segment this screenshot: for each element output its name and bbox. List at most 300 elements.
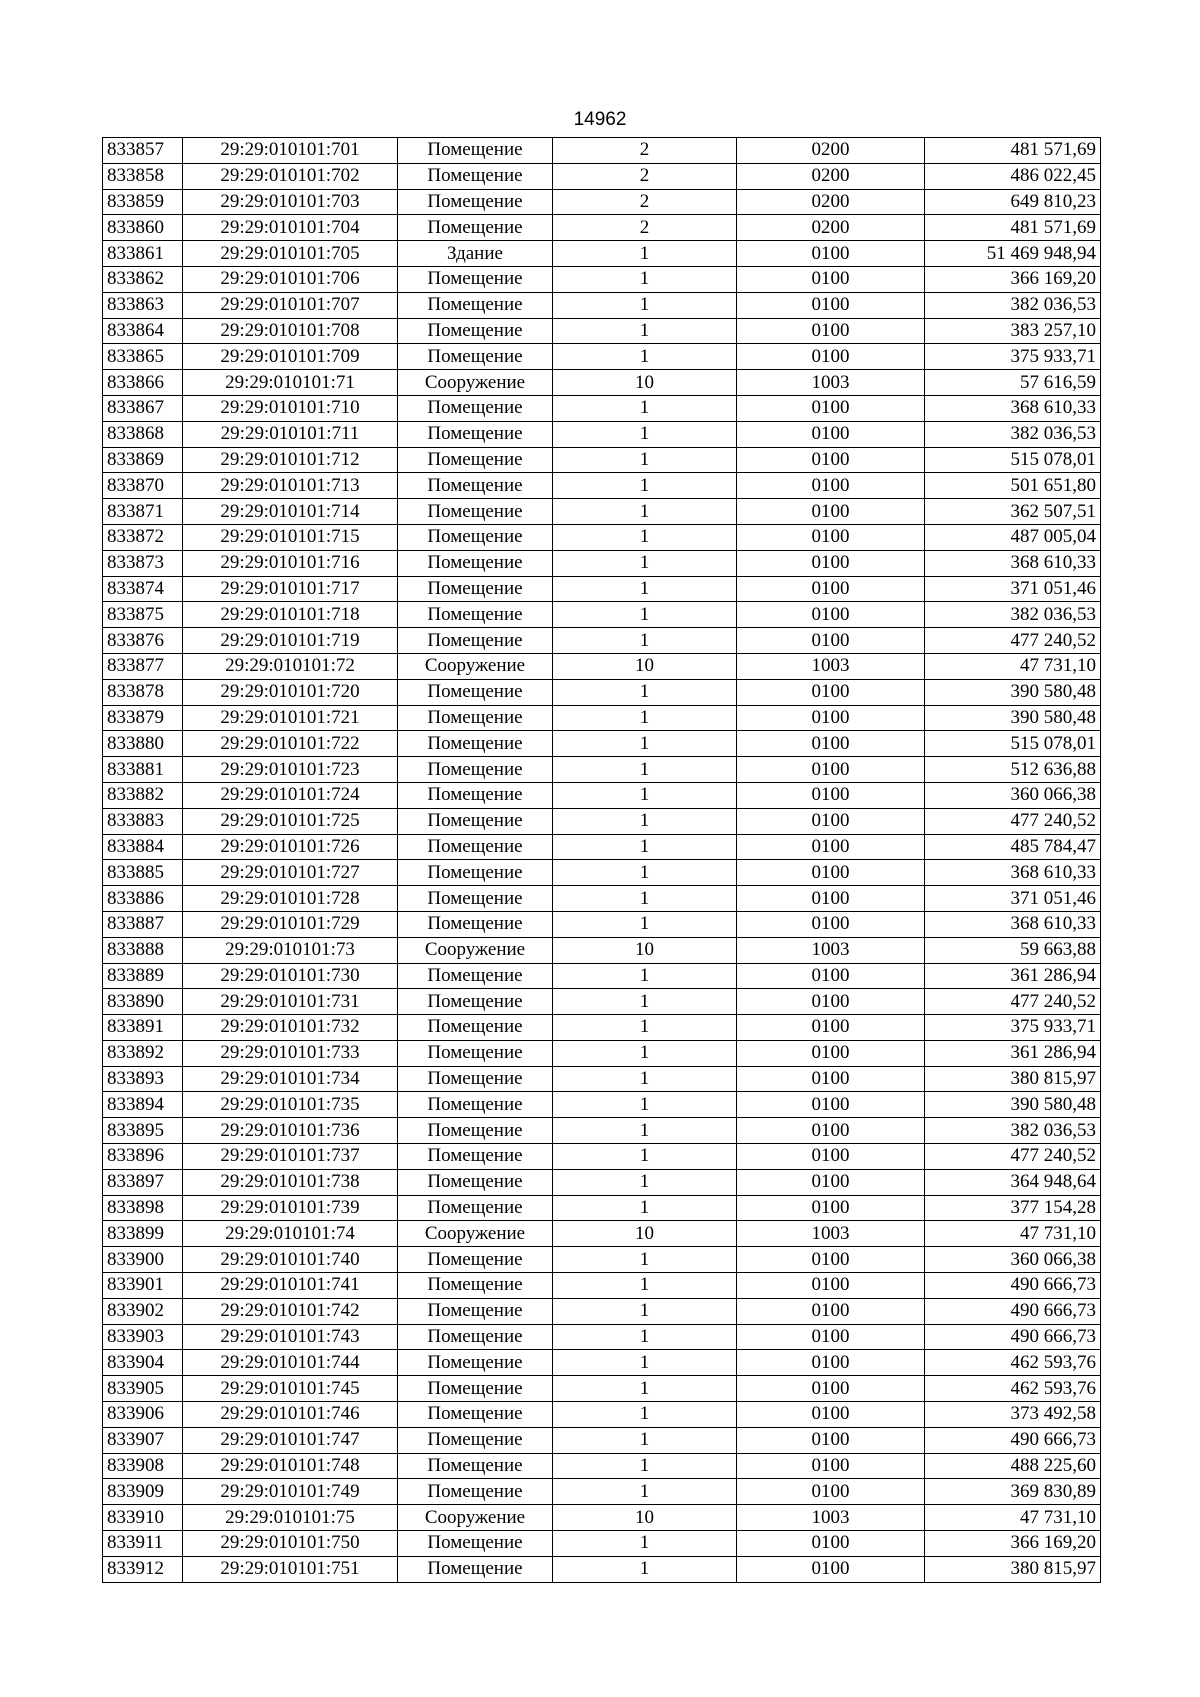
row-id-cell: 833877 xyxy=(103,653,183,679)
value-cell: 382 036,53 xyxy=(925,602,1101,628)
cadastral-number-cell: 29:29:010101:716 xyxy=(183,550,398,576)
table-row xyxy=(103,679,1101,705)
value-cell: 360 066,38 xyxy=(925,1247,1101,1273)
value-cell: 375 933,71 xyxy=(925,1015,1101,1041)
value-cell: 368 610,33 xyxy=(925,550,1101,576)
value-cell: 490 666,73 xyxy=(925,1427,1101,1453)
row-id-cell: 833883 xyxy=(103,808,183,834)
group-cell: 1 xyxy=(553,576,737,602)
code-cell: 0100 xyxy=(737,1169,925,1195)
value-cell: 490 666,73 xyxy=(925,1324,1101,1350)
code-cell: 0100 xyxy=(737,344,925,370)
code-cell: 0100 xyxy=(737,1350,925,1376)
object-type-cell: Помещение xyxy=(398,834,553,860)
cadastral-number-cell: 29:29:010101:722 xyxy=(183,731,398,757)
value-cell: 490 666,73 xyxy=(925,1273,1101,1299)
cadastral-number-cell: 29:29:010101:736 xyxy=(183,1118,398,1144)
cadastral-number-cell: 29:29:010101:741 xyxy=(183,1273,398,1299)
table-row xyxy=(103,834,1101,860)
object-type-cell: Помещение xyxy=(398,782,553,808)
group-cell: 1 xyxy=(553,1324,737,1350)
group-cell: 1 xyxy=(553,1556,737,1582)
object-type-cell: Помещение xyxy=(398,395,553,421)
cadastral-number-cell: 29:29:010101:710 xyxy=(183,395,398,421)
row-id-cell: 833896 xyxy=(103,1144,183,1170)
table-row xyxy=(103,963,1101,989)
table-row xyxy=(103,1195,1101,1221)
group-cell: 1 xyxy=(553,1376,737,1402)
code-cell: 0100 xyxy=(737,679,925,705)
table-row xyxy=(103,1066,1101,1092)
page-number: 14962 xyxy=(573,109,627,130)
value-cell: 368 610,33 xyxy=(925,860,1101,886)
table-row xyxy=(103,1169,1101,1195)
group-cell: 1 xyxy=(553,1066,737,1092)
row-id-cell: 833910 xyxy=(103,1505,183,1531)
cadastral-number-cell: 29:29:010101:702 xyxy=(183,163,398,189)
object-type-cell: Помещение xyxy=(398,1376,553,1402)
code-cell: 0100 xyxy=(737,1556,925,1582)
object-type-cell: Помещение xyxy=(398,989,553,1015)
row-id-cell: 833888 xyxy=(103,937,183,963)
group-cell: 1 xyxy=(553,241,737,267)
group-cell: 1 xyxy=(553,1298,737,1324)
cadastral-number-cell: 29:29:010101:737 xyxy=(183,1144,398,1170)
table-row xyxy=(103,163,1101,189)
cadastral-number-cell: 29:29:010101:71 xyxy=(183,370,398,396)
value-cell: 390 580,48 xyxy=(925,679,1101,705)
object-type-cell: Помещение xyxy=(398,163,553,189)
code-cell: 1003 xyxy=(737,653,925,679)
group-cell: 1 xyxy=(553,757,737,783)
cadastral-number-cell: 29:29:010101:707 xyxy=(183,292,398,318)
code-cell: 0100 xyxy=(737,808,925,834)
group-cell: 1 xyxy=(553,344,737,370)
row-id-cell: 833904 xyxy=(103,1350,183,1376)
value-cell: 47 731,10 xyxy=(925,1221,1101,1247)
code-cell: 0100 xyxy=(737,1531,925,1557)
object-type-cell: Помещение xyxy=(398,266,553,292)
value-cell: 366 169,20 xyxy=(925,266,1101,292)
group-cell: 2 xyxy=(553,163,737,189)
object-type-cell: Помещение xyxy=(398,576,553,602)
value-cell: 382 036,53 xyxy=(925,1118,1101,1144)
code-cell: 0100 xyxy=(737,1298,925,1324)
code-cell: 0100 xyxy=(737,524,925,550)
table-row xyxy=(103,937,1101,963)
cadastral-number-cell: 29:29:010101:709 xyxy=(183,344,398,370)
table-row xyxy=(103,1118,1101,1144)
row-id-cell: 833875 xyxy=(103,602,183,628)
value-cell: 486 022,45 xyxy=(925,163,1101,189)
code-cell: 0100 xyxy=(737,886,925,912)
code-cell: 0100 xyxy=(737,576,925,602)
code-cell: 0100 xyxy=(737,1273,925,1299)
object-type-cell: Помещение xyxy=(398,421,553,447)
group-cell: 1 xyxy=(553,860,737,886)
group-cell: 1 xyxy=(553,524,737,550)
table-row xyxy=(103,1015,1101,1041)
value-cell: 649 810,23 xyxy=(925,189,1101,215)
value-cell: 360 066,38 xyxy=(925,782,1101,808)
cadastral-number-cell: 29:29:010101:731 xyxy=(183,989,398,1015)
code-cell: 0100 xyxy=(737,1453,925,1479)
table-row xyxy=(103,989,1101,1015)
cadastral-number-cell: 29:29:010101:725 xyxy=(183,808,398,834)
code-cell: 0100 xyxy=(737,834,925,860)
code-cell: 0100 xyxy=(737,1402,925,1428)
table-row xyxy=(103,731,1101,757)
code-cell: 0100 xyxy=(737,395,925,421)
code-cell: 0100 xyxy=(737,1144,925,1170)
object-type-cell: Помещение xyxy=(398,215,553,241)
value-cell: 361 286,94 xyxy=(925,963,1101,989)
cadastral-number-cell: 29:29:010101:711 xyxy=(183,421,398,447)
value-cell: 47 731,10 xyxy=(925,653,1101,679)
row-id-cell: 833908 xyxy=(103,1453,183,1479)
table-row xyxy=(103,1427,1101,1453)
code-cell: 0100 xyxy=(737,1015,925,1041)
cadastral-number-cell: 29:29:010101:713 xyxy=(183,473,398,499)
cadastral-number-cell: 29:29:010101:747 xyxy=(183,1427,398,1453)
object-type-cell: Помещение xyxy=(398,499,553,525)
value-cell: 462 593,76 xyxy=(925,1350,1101,1376)
object-type-cell: Помещение xyxy=(398,524,553,550)
group-cell: 1 xyxy=(553,1092,737,1118)
row-id-cell: 833865 xyxy=(103,344,183,370)
object-type-cell: Помещение xyxy=(398,1144,553,1170)
object-type-cell: Здание xyxy=(398,241,553,267)
value-cell: 487 005,04 xyxy=(925,524,1101,550)
object-type-cell: Помещение xyxy=(398,1531,553,1557)
object-type-cell: Сооружение xyxy=(398,1505,553,1531)
object-type-cell: Помещение xyxy=(398,550,553,576)
table-row xyxy=(103,1092,1101,1118)
cadastral-number-cell: 29:29:010101:719 xyxy=(183,628,398,654)
cadastral-number-cell: 29:29:010101:749 xyxy=(183,1479,398,1505)
row-id-cell: 833868 xyxy=(103,421,183,447)
group-cell: 2 xyxy=(553,138,737,164)
row-id-cell: 833867 xyxy=(103,395,183,421)
table-row xyxy=(103,1144,1101,1170)
object-type-cell: Помещение xyxy=(398,1195,553,1221)
value-cell: 380 815,97 xyxy=(925,1066,1101,1092)
table-row xyxy=(103,1531,1101,1557)
group-cell: 1 xyxy=(553,550,737,576)
table-row xyxy=(103,473,1101,499)
code-cell: 0100 xyxy=(737,266,925,292)
group-cell: 10 xyxy=(553,1505,737,1531)
row-id-cell: 833861 xyxy=(103,241,183,267)
cadastral-number-cell: 29:29:010101:740 xyxy=(183,1247,398,1273)
object-type-cell: Сооружение xyxy=(398,370,553,396)
cadastral-number-cell: 29:29:010101:742 xyxy=(183,1298,398,1324)
group-cell: 1 xyxy=(553,1195,737,1221)
group-cell: 1 xyxy=(553,1247,737,1273)
row-id-cell: 833894 xyxy=(103,1092,183,1118)
cadastral-number-cell: 29:29:010101:704 xyxy=(183,215,398,241)
object-type-cell: Помещение xyxy=(398,1273,553,1299)
code-cell: 0100 xyxy=(737,989,925,1015)
code-cell: 0200 xyxy=(737,189,925,215)
table-row xyxy=(103,421,1101,447)
table-row xyxy=(103,808,1101,834)
value-cell: 485 784,47 xyxy=(925,834,1101,860)
group-cell: 1 xyxy=(553,266,737,292)
table-row xyxy=(103,189,1101,215)
value-cell: 477 240,52 xyxy=(925,808,1101,834)
cadastral-number-cell: 29:29:010101:708 xyxy=(183,318,398,344)
code-cell: 0200 xyxy=(737,215,925,241)
row-id-cell: 833895 xyxy=(103,1118,183,1144)
code-cell: 0100 xyxy=(737,1479,925,1505)
group-cell: 1 xyxy=(553,1015,737,1041)
group-cell: 1 xyxy=(553,1169,737,1195)
cadastral-number-cell: 29:29:010101:729 xyxy=(183,911,398,937)
row-id-cell: 833906 xyxy=(103,1402,183,1428)
group-cell: 1 xyxy=(553,1402,737,1428)
object-type-cell: Помещение xyxy=(398,628,553,654)
object-type-cell: Сооружение xyxy=(398,1221,553,1247)
cadastral-number-cell: 29:29:010101:744 xyxy=(183,1350,398,1376)
cadastral-number-cell: 29:29:010101:746 xyxy=(183,1402,398,1428)
value-cell: 515 078,01 xyxy=(925,731,1101,757)
row-id-cell: 833886 xyxy=(103,886,183,912)
code-cell: 0100 xyxy=(737,1066,925,1092)
group-cell: 1 xyxy=(553,1144,737,1170)
row-id-cell: 833903 xyxy=(103,1324,183,1350)
value-cell: 390 580,48 xyxy=(925,1092,1101,1118)
row-id-cell: 833857 xyxy=(103,138,183,164)
object-type-cell: Помещение xyxy=(398,886,553,912)
code-cell: 1003 xyxy=(737,1505,925,1531)
cadastral-number-cell: 29:29:010101:750 xyxy=(183,1531,398,1557)
group-cell: 1 xyxy=(553,499,737,525)
code-cell: 1003 xyxy=(737,937,925,963)
row-id-cell: 833905 xyxy=(103,1376,183,1402)
row-id-cell: 833911 xyxy=(103,1531,183,1557)
table-row xyxy=(103,653,1101,679)
row-id-cell: 833863 xyxy=(103,292,183,318)
object-type-cell: Сооружение xyxy=(398,937,553,963)
object-type-cell: Помещение xyxy=(398,808,553,834)
table-row xyxy=(103,1453,1101,1479)
cadastral-number-cell: 29:29:010101:748 xyxy=(183,1453,398,1479)
object-type-cell: Сооружение xyxy=(398,653,553,679)
value-cell: 462 593,76 xyxy=(925,1376,1101,1402)
cadastral-number-cell: 29:29:010101:732 xyxy=(183,1015,398,1041)
table-row xyxy=(103,911,1101,937)
group-cell: 1 xyxy=(553,808,737,834)
row-id-cell: 833898 xyxy=(103,1195,183,1221)
value-cell: 57 616,59 xyxy=(925,370,1101,396)
code-cell: 0100 xyxy=(737,421,925,447)
table-row xyxy=(103,1479,1101,1505)
value-cell: 364 948,64 xyxy=(925,1169,1101,1195)
value-cell: 371 051,46 xyxy=(925,886,1101,912)
cadastral-number-cell: 29:29:010101:718 xyxy=(183,602,398,628)
group-cell: 1 xyxy=(553,628,737,654)
table-row xyxy=(103,1221,1101,1247)
value-cell: 382 036,53 xyxy=(925,421,1101,447)
table-row xyxy=(103,1556,1101,1582)
code-cell: 0100 xyxy=(737,1324,925,1350)
table-body xyxy=(103,138,1101,1583)
cadastral-number-cell: 29:29:010101:724 xyxy=(183,782,398,808)
value-cell: 380 815,97 xyxy=(925,1556,1101,1582)
row-id-cell: 833889 xyxy=(103,963,183,989)
code-cell: 0100 xyxy=(737,1247,925,1273)
cadastral-number-cell: 29:29:010101:727 xyxy=(183,860,398,886)
records-table xyxy=(102,137,1101,1583)
table-row xyxy=(103,1324,1101,1350)
group-cell: 1 xyxy=(553,395,737,421)
table-row xyxy=(103,524,1101,550)
code-cell: 0100 xyxy=(737,731,925,757)
code-cell: 0100 xyxy=(737,1118,925,1144)
object-type-cell: Помещение xyxy=(398,292,553,318)
code-cell: 0100 xyxy=(737,1092,925,1118)
row-id-cell: 833869 xyxy=(103,447,183,473)
value-cell: 477 240,52 xyxy=(925,628,1101,654)
group-cell: 1 xyxy=(553,1453,737,1479)
value-cell: 481 571,69 xyxy=(925,138,1101,164)
table-row xyxy=(103,292,1101,318)
table-row xyxy=(103,499,1101,525)
cadastral-number-cell: 29:29:010101:74 xyxy=(183,1221,398,1247)
cadastral-number-cell: 29:29:010101:745 xyxy=(183,1376,398,1402)
value-cell: 390 580,48 xyxy=(925,705,1101,731)
table-row xyxy=(103,757,1101,783)
code-cell: 1003 xyxy=(737,1221,925,1247)
object-type-cell: Помещение xyxy=(398,1556,553,1582)
table-row xyxy=(103,602,1101,628)
object-type-cell: Помещение xyxy=(398,1247,553,1273)
group-cell: 1 xyxy=(553,1479,737,1505)
table-row xyxy=(103,1402,1101,1428)
table-row xyxy=(103,576,1101,602)
cadastral-number-cell: 29:29:010101:726 xyxy=(183,834,398,860)
group-cell: 10 xyxy=(553,370,737,396)
code-cell: 0100 xyxy=(737,602,925,628)
row-id-cell: 833899 xyxy=(103,1221,183,1247)
value-cell: 51 469 948,94 xyxy=(925,241,1101,267)
group-cell: 10 xyxy=(553,1221,737,1247)
row-id-cell: 833879 xyxy=(103,705,183,731)
cadastral-number-cell: 29:29:010101:721 xyxy=(183,705,398,731)
cadastral-number-cell: 29:29:010101:714 xyxy=(183,499,398,525)
row-id-cell: 833878 xyxy=(103,679,183,705)
group-cell: 10 xyxy=(553,653,737,679)
row-id-cell: 833885 xyxy=(103,860,183,886)
group-cell: 1 xyxy=(553,1531,737,1557)
row-id-cell: 833901 xyxy=(103,1273,183,1299)
object-type-cell: Помещение xyxy=(398,757,553,783)
cadastral-number-cell: 29:29:010101:739 xyxy=(183,1195,398,1221)
object-type-cell: Помещение xyxy=(398,344,553,370)
cadastral-number-cell: 29:29:010101:743 xyxy=(183,1324,398,1350)
object-type-cell: Помещение xyxy=(398,963,553,989)
row-id-cell: 833907 xyxy=(103,1427,183,1453)
code-cell: 0100 xyxy=(737,1040,925,1066)
cadastral-number-cell: 29:29:010101:73 xyxy=(183,937,398,963)
value-cell: 362 507,51 xyxy=(925,499,1101,525)
cadastral-number-cell: 29:29:010101:734 xyxy=(183,1066,398,1092)
value-cell: 477 240,52 xyxy=(925,989,1101,1015)
row-id-cell: 833873 xyxy=(103,550,183,576)
group-cell: 1 xyxy=(553,292,737,318)
object-type-cell: Помещение xyxy=(398,731,553,757)
group-cell: 1 xyxy=(553,963,737,989)
row-id-cell: 833884 xyxy=(103,834,183,860)
group-cell: 1 xyxy=(553,473,737,499)
table-row xyxy=(103,1376,1101,1402)
group-cell: 1 xyxy=(553,782,737,808)
object-type-cell: Помещение xyxy=(398,1324,553,1350)
table-row xyxy=(103,447,1101,473)
object-type-cell: Помещение xyxy=(398,1066,553,1092)
row-id-cell: 833859 xyxy=(103,189,183,215)
code-cell: 0100 xyxy=(737,292,925,318)
row-id-cell: 833866 xyxy=(103,370,183,396)
group-cell: 1 xyxy=(553,1118,737,1144)
object-type-cell: Помещение xyxy=(398,860,553,886)
cadastral-number-cell: 29:29:010101:703 xyxy=(183,189,398,215)
row-id-cell: 833900 xyxy=(103,1247,183,1273)
code-cell: 0100 xyxy=(737,1195,925,1221)
code-cell: 0100 xyxy=(737,447,925,473)
row-id-cell: 833862 xyxy=(103,266,183,292)
group-cell: 1 xyxy=(553,421,737,447)
group-cell: 1 xyxy=(553,602,737,628)
table-row xyxy=(103,370,1101,396)
object-type-cell: Помещение xyxy=(398,705,553,731)
group-cell: 10 xyxy=(553,937,737,963)
object-type-cell: Помещение xyxy=(398,1350,553,1376)
table-row xyxy=(103,860,1101,886)
object-type-cell: Помещение xyxy=(398,318,553,344)
value-cell: 515 078,01 xyxy=(925,447,1101,473)
code-cell: 0100 xyxy=(737,860,925,886)
cadastral-number-cell: 29:29:010101:735 xyxy=(183,1092,398,1118)
table-row xyxy=(103,266,1101,292)
value-cell: 368 610,33 xyxy=(925,911,1101,937)
cadastral-number-cell: 29:29:010101:730 xyxy=(183,963,398,989)
object-type-cell: Помещение xyxy=(398,1402,553,1428)
object-type-cell: Помещение xyxy=(398,602,553,628)
cadastral-number-cell: 29:29:010101:720 xyxy=(183,679,398,705)
row-id-cell: 833881 xyxy=(103,757,183,783)
cadastral-number-cell: 29:29:010101:705 xyxy=(183,241,398,267)
row-id-cell: 833892 xyxy=(103,1040,183,1066)
table-row xyxy=(103,550,1101,576)
code-cell: 0100 xyxy=(737,241,925,267)
table-row xyxy=(103,318,1101,344)
table-row xyxy=(103,395,1101,421)
row-id-cell: 833912 xyxy=(103,1556,183,1582)
row-id-cell: 833860 xyxy=(103,215,183,241)
code-cell: 0100 xyxy=(737,757,925,783)
table-row xyxy=(103,1350,1101,1376)
row-id-cell: 833909 xyxy=(103,1479,183,1505)
group-cell: 2 xyxy=(553,189,737,215)
object-type-cell: Помещение xyxy=(398,1298,553,1324)
value-cell: 375 933,71 xyxy=(925,344,1101,370)
table-row xyxy=(103,1040,1101,1066)
row-id-cell: 833882 xyxy=(103,782,183,808)
code-cell: 0100 xyxy=(737,550,925,576)
cadastral-number-cell: 29:29:010101:751 xyxy=(183,1556,398,1582)
